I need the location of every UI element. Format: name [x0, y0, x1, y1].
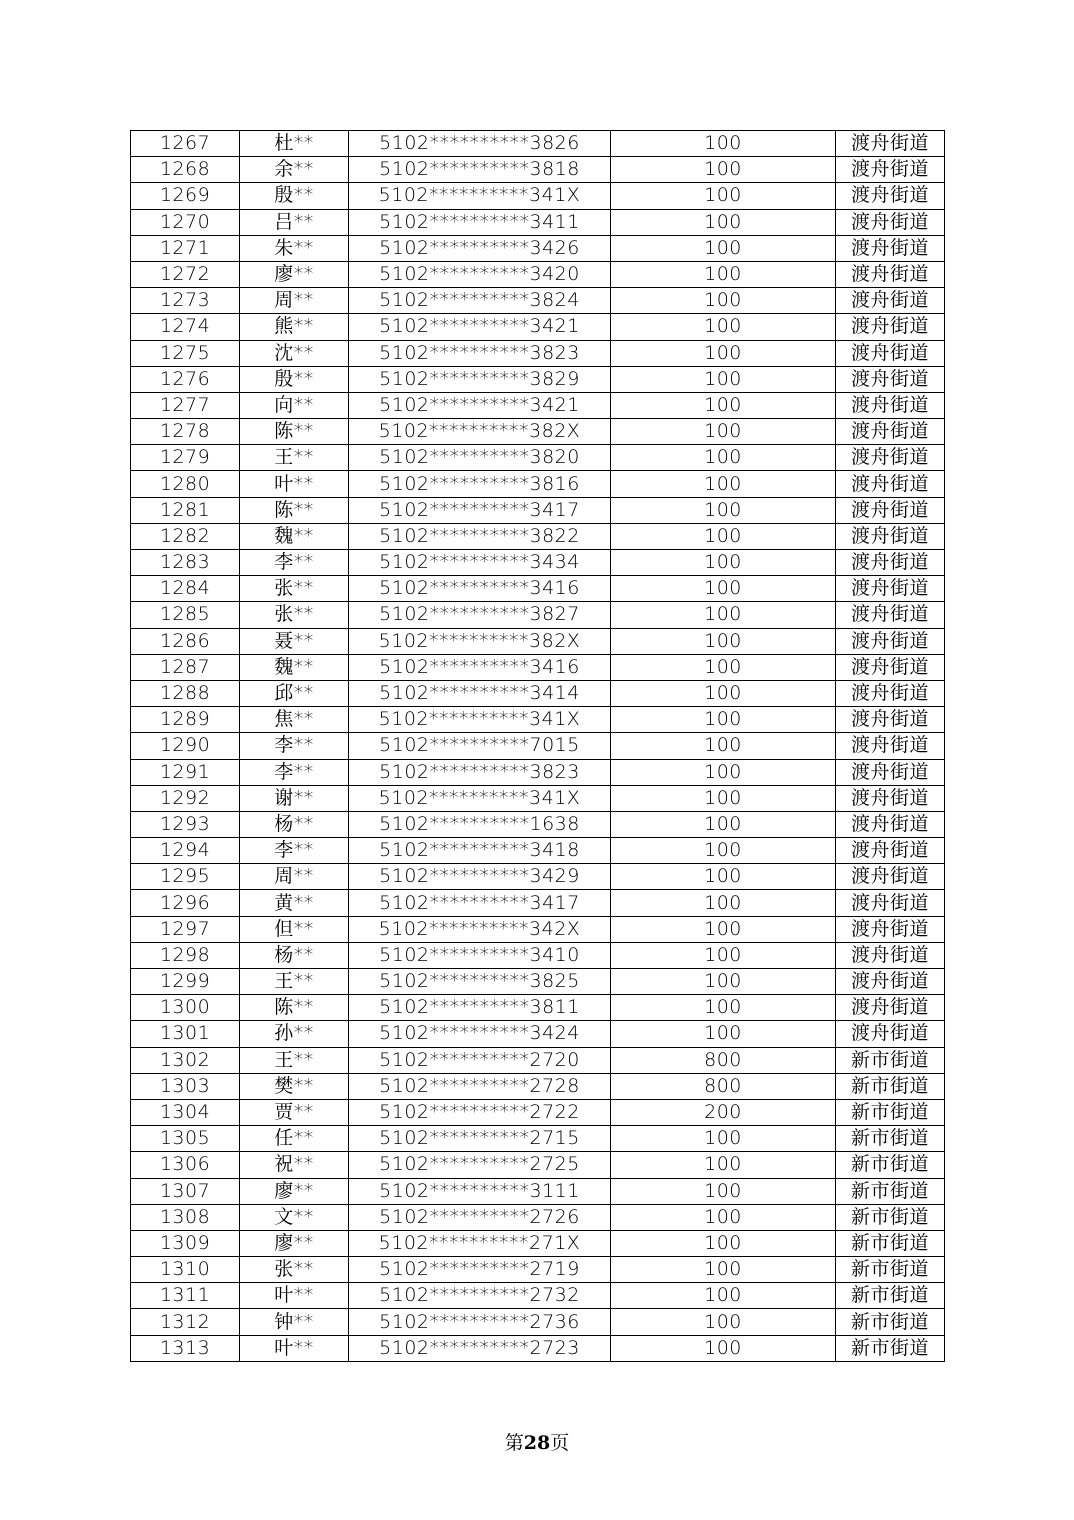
street-cell: 渡舟街道 [836, 340, 945, 366]
table-row [131, 445, 945, 471]
table-row [131, 288, 945, 314]
street-cell: 渡舟街道 [836, 680, 945, 706]
street-cell: 渡舟街道 [836, 995, 945, 1021]
name-cell: 殷** [240, 183, 349, 209]
id-number-cell: 5102**********3823 [349, 759, 611, 785]
street-cell: 新市街道 [836, 1204, 945, 1230]
row-index-cell: 1312 [131, 1309, 240, 1335]
id-number-cell: 5102**********2715 [349, 1126, 611, 1152]
table-row [131, 890, 945, 916]
street-cell: 渡舟街道 [836, 654, 945, 680]
amount-cell: 100 [611, 838, 836, 864]
street-cell: 渡舟街道 [836, 811, 945, 837]
table-row [131, 550, 945, 576]
amount-cell: 100 [611, 864, 836, 890]
street-cell: 渡舟街道 [836, 288, 945, 314]
name-cell: 吕** [240, 209, 349, 235]
table-row [131, 1204, 945, 1230]
id-number-cell: 5102**********3411 [349, 209, 611, 235]
table-row [131, 340, 945, 366]
name-cell: 叶** [240, 1335, 349, 1361]
amount-cell: 100 [611, 550, 836, 576]
row-index-cell: 1292 [131, 785, 240, 811]
street-cell: 渡舟街道 [836, 157, 945, 183]
table-row [131, 1126, 945, 1152]
table-row [131, 523, 945, 549]
table-row [131, 1021, 945, 1047]
id-number-cell: 5102**********2732 [349, 1283, 611, 1309]
table-row [131, 995, 945, 1021]
name-cell: 焦** [240, 707, 349, 733]
row-index-cell: 1295 [131, 864, 240, 890]
street-cell: 新市街道 [836, 1283, 945, 1309]
id-number-cell: 5102**********3818 [349, 157, 611, 183]
name-cell: 周** [240, 864, 349, 890]
name-cell: 李** [240, 733, 349, 759]
row-index-cell: 1307 [131, 1178, 240, 1204]
row-index-cell: 1300 [131, 995, 240, 1021]
table-body [131, 131, 945, 1362]
row-index-cell: 1306 [131, 1152, 240, 1178]
amount-cell: 100 [611, 942, 836, 968]
street-cell: 新市街道 [836, 1309, 945, 1335]
table-row [131, 785, 945, 811]
name-cell: 文** [240, 1204, 349, 1230]
data-table [130, 130, 945, 1362]
amount-cell: 100 [611, 392, 836, 418]
id-number-cell: 5102**********3421 [349, 392, 611, 418]
name-cell: 任** [240, 1126, 349, 1152]
row-index-cell: 1268 [131, 157, 240, 183]
street-cell: 渡舟街道 [836, 261, 945, 287]
name-cell: 李** [240, 550, 349, 576]
name-cell: 张** [240, 1257, 349, 1283]
amount-cell: 100 [611, 1230, 836, 1256]
page-label-prefix: 第 [504, 1432, 524, 1454]
id-number-cell: 5102**********2720 [349, 1047, 611, 1073]
name-cell: 贾** [240, 1099, 349, 1125]
table-row [131, 261, 945, 287]
name-cell: 孙** [240, 1021, 349, 1047]
id-number-cell: 5102**********2726 [349, 1204, 611, 1230]
table-row [131, 1178, 945, 1204]
id-number-cell: 5102**********3825 [349, 969, 611, 995]
table-row [131, 864, 945, 890]
table-row [131, 628, 945, 654]
street-cell: 新市街道 [836, 1073, 945, 1099]
name-cell: 王** [240, 445, 349, 471]
table-row [131, 811, 945, 837]
row-index-cell: 1301 [131, 1021, 240, 1047]
row-index-cell: 1274 [131, 314, 240, 340]
row-index-cell: 1305 [131, 1126, 240, 1152]
table-row [131, 1230, 945, 1256]
street-cell: 渡舟街道 [836, 916, 945, 942]
name-cell: 陈** [240, 995, 349, 1021]
amount-cell: 100 [611, 811, 836, 837]
street-cell: 新市街道 [836, 1152, 945, 1178]
name-cell: 叶** [240, 471, 349, 497]
street-cell: 渡舟街道 [836, 183, 945, 209]
table-row [131, 969, 945, 995]
amount-cell: 200 [611, 1099, 836, 1125]
id-number-cell: 5102**********382X [349, 628, 611, 654]
page-label-suffix: 页 [550, 1432, 570, 1454]
amount-cell: 100 [611, 654, 836, 680]
row-index-cell: 1287 [131, 654, 240, 680]
table-row [131, 707, 945, 733]
amount-cell: 100 [611, 131, 836, 157]
id-number-cell: 5102**********341X [349, 183, 611, 209]
table-row [131, 1309, 945, 1335]
id-number-cell: 5102**********2725 [349, 1152, 611, 1178]
row-index-cell: 1293 [131, 811, 240, 837]
row-index-cell: 1304 [131, 1099, 240, 1125]
id-number-cell: 5102**********3111 [349, 1178, 611, 1204]
table-row [131, 235, 945, 261]
name-cell: 向** [240, 392, 349, 418]
row-index-cell: 1277 [131, 392, 240, 418]
name-cell: 廖** [240, 1230, 349, 1256]
name-cell: 陈** [240, 497, 349, 523]
street-cell: 新市街道 [836, 1126, 945, 1152]
id-number-cell: 5102**********3429 [349, 864, 611, 890]
row-index-cell: 1288 [131, 680, 240, 706]
amount-cell: 100 [611, 183, 836, 209]
id-number-cell: 5102**********3824 [349, 288, 611, 314]
name-cell: 谢** [240, 785, 349, 811]
row-index-cell: 1267 [131, 131, 240, 157]
name-cell: 杨** [240, 942, 349, 968]
street-cell: 渡舟街道 [836, 314, 945, 340]
amount-cell: 100 [611, 445, 836, 471]
row-index-cell: 1275 [131, 340, 240, 366]
street-cell: 渡舟街道 [836, 576, 945, 602]
page-footer [0, 1428, 1074, 1455]
street-cell: 渡舟街道 [836, 419, 945, 445]
table-row [131, 916, 945, 942]
id-number-cell: 5102**********3417 [349, 497, 611, 523]
name-cell: 廖** [240, 261, 349, 287]
row-index-cell: 1280 [131, 471, 240, 497]
row-index-cell: 1270 [131, 209, 240, 235]
id-number-cell: 5102**********3424 [349, 1021, 611, 1047]
name-cell: 魏** [240, 654, 349, 680]
street-cell: 渡舟街道 [836, 523, 945, 549]
table-row [131, 1257, 945, 1283]
row-index-cell: 1290 [131, 733, 240, 759]
table-row [131, 576, 945, 602]
amount-cell: 100 [611, 759, 836, 785]
table-row [131, 366, 945, 392]
name-cell: 廖** [240, 1178, 349, 1204]
id-number-cell: 5102**********3420 [349, 261, 611, 287]
amount-cell: 100 [611, 471, 836, 497]
amount-cell: 100 [611, 733, 836, 759]
row-index-cell: 1269 [131, 183, 240, 209]
name-cell: 王** [240, 969, 349, 995]
id-number-cell: 5102**********2728 [349, 1073, 611, 1099]
id-number-cell: 5102**********3418 [349, 838, 611, 864]
name-cell: 黄** [240, 890, 349, 916]
amount-cell: 100 [611, 576, 836, 602]
amount-cell: 100 [611, 1126, 836, 1152]
amount-cell: 100 [611, 314, 836, 340]
id-number-cell: 5102**********3826 [349, 131, 611, 157]
amount-cell: 100 [611, 1283, 836, 1309]
name-cell: 周** [240, 288, 349, 314]
street-cell: 渡舟街道 [836, 392, 945, 418]
amount-cell: 100 [611, 209, 836, 235]
name-cell: 但** [240, 916, 349, 942]
id-number-cell: 5102**********341X [349, 785, 611, 811]
street-cell: 渡舟街道 [836, 602, 945, 628]
amount-cell: 100 [611, 890, 836, 916]
table-row [131, 680, 945, 706]
row-index-cell: 1296 [131, 890, 240, 916]
id-number-cell: 5102**********3822 [349, 523, 611, 549]
id-number-cell: 5102**********3816 [349, 471, 611, 497]
id-number-cell: 5102**********3829 [349, 366, 611, 392]
table-row [131, 392, 945, 418]
id-number-cell: 5102**********3414 [349, 680, 611, 706]
street-cell: 渡舟街道 [836, 445, 945, 471]
amount-cell: 100 [611, 340, 836, 366]
id-number-cell: 5102**********3434 [349, 550, 611, 576]
street-cell: 新市街道 [836, 1335, 945, 1361]
name-cell: 叶** [240, 1283, 349, 1309]
id-number-cell: 5102**********3421 [349, 314, 611, 340]
street-cell: 渡舟街道 [836, 366, 945, 392]
street-cell: 渡舟街道 [836, 131, 945, 157]
table-row [131, 1047, 945, 1073]
street-cell: 渡舟街道 [836, 838, 945, 864]
row-index-cell: 1271 [131, 235, 240, 261]
row-index-cell: 1289 [131, 707, 240, 733]
street-cell: 渡舟街道 [836, 942, 945, 968]
amount-cell: 100 [611, 523, 836, 549]
name-cell: 殷** [240, 366, 349, 392]
amount-cell: 100 [611, 157, 836, 183]
table-row [131, 497, 945, 523]
amount-cell: 100 [611, 785, 836, 811]
amount-cell: 100 [611, 1178, 836, 1204]
street-cell: 渡舟街道 [836, 759, 945, 785]
street-cell: 渡舟街道 [836, 969, 945, 995]
amount-cell: 100 [611, 916, 836, 942]
id-number-cell: 5102**********3416 [349, 576, 611, 602]
table-row [131, 1073, 945, 1099]
name-cell: 陈** [240, 419, 349, 445]
row-index-cell: 1309 [131, 1230, 240, 1256]
amount-cell: 100 [611, 969, 836, 995]
table-row [131, 1152, 945, 1178]
id-number-cell: 5102**********3416 [349, 654, 611, 680]
table-row [131, 1335, 945, 1361]
row-index-cell: 1281 [131, 497, 240, 523]
name-cell: 樊** [240, 1073, 349, 1099]
amount-cell: 100 [611, 1021, 836, 1047]
amount-cell: 800 [611, 1073, 836, 1099]
row-index-cell: 1308 [131, 1204, 240, 1230]
row-index-cell: 1303 [131, 1073, 240, 1099]
amount-cell: 100 [611, 1309, 836, 1335]
street-cell: 渡舟街道 [836, 707, 945, 733]
table-row [131, 157, 945, 183]
id-number-cell: 5102**********3820 [349, 445, 611, 471]
street-cell: 新市街道 [836, 1257, 945, 1283]
table-row [131, 1283, 945, 1309]
id-number-cell: 5102**********2723 [349, 1335, 611, 1361]
street-cell: 渡舟街道 [836, 785, 945, 811]
street-cell: 渡舟街道 [836, 890, 945, 916]
table-row [131, 314, 945, 340]
amount-cell: 100 [611, 1152, 836, 1178]
id-number-cell: 5102**********271X [349, 1230, 611, 1256]
name-cell: 杜** [240, 131, 349, 157]
id-number-cell: 5102**********341X [349, 707, 611, 733]
street-cell: 新市街道 [836, 1099, 945, 1125]
row-index-cell: 1273 [131, 288, 240, 314]
street-cell: 渡舟街道 [836, 497, 945, 523]
name-cell: 余** [240, 157, 349, 183]
name-cell: 王** [240, 1047, 349, 1073]
id-number-cell: 5102**********3827 [349, 602, 611, 628]
amount-cell: 100 [611, 707, 836, 733]
id-number-cell: 5102**********1638 [349, 811, 611, 837]
street-cell: 新市街道 [836, 1230, 945, 1256]
row-index-cell: 1297 [131, 916, 240, 942]
row-index-cell: 1283 [131, 550, 240, 576]
street-cell: 渡舟街道 [836, 209, 945, 235]
amount-cell: 100 [611, 1335, 836, 1361]
street-cell: 渡舟街道 [836, 471, 945, 497]
amount-cell: 100 [611, 235, 836, 261]
id-number-cell: 5102**********382X [349, 419, 611, 445]
street-cell: 新市街道 [836, 1047, 945, 1073]
name-cell: 熊** [240, 314, 349, 340]
street-cell: 渡舟街道 [836, 550, 945, 576]
name-cell: 聂** [240, 628, 349, 654]
name-cell: 李** [240, 838, 349, 864]
table-row [131, 942, 945, 968]
table-row [131, 183, 945, 209]
name-cell: 杨** [240, 811, 349, 837]
table-row [131, 838, 945, 864]
id-number-cell: 5102**********342X [349, 916, 611, 942]
id-number-cell: 5102**********3426 [349, 235, 611, 261]
name-cell: 邱** [240, 680, 349, 706]
amount-cell: 100 [611, 261, 836, 287]
row-index-cell: 1299 [131, 969, 240, 995]
table-row [131, 602, 945, 628]
id-number-cell: 5102**********3811 [349, 995, 611, 1021]
table-row [131, 209, 945, 235]
street-cell: 新市街道 [836, 1178, 945, 1204]
amount-cell: 800 [611, 1047, 836, 1073]
id-number-cell: 5102**********2736 [349, 1309, 611, 1335]
amount-cell: 100 [611, 366, 836, 392]
id-number-cell: 5102**********3417 [349, 890, 611, 916]
table-row [131, 419, 945, 445]
id-number-cell: 5102**********3823 [349, 340, 611, 366]
row-index-cell: 1284 [131, 576, 240, 602]
name-cell: 张** [240, 602, 349, 628]
id-number-cell: 5102**********3410 [349, 942, 611, 968]
name-cell: 祝** [240, 1152, 349, 1178]
amount-cell: 100 [611, 680, 836, 706]
row-index-cell: 1286 [131, 628, 240, 654]
name-cell: 张** [240, 576, 349, 602]
name-cell: 钟** [240, 1309, 349, 1335]
table-row [131, 654, 945, 680]
amount-cell: 100 [611, 497, 836, 523]
name-cell: 沈** [240, 340, 349, 366]
table-row [131, 733, 945, 759]
id-number-cell: 5102**********2722 [349, 1099, 611, 1125]
amount-cell: 100 [611, 628, 836, 654]
amount-cell: 100 [611, 419, 836, 445]
row-index-cell: 1285 [131, 602, 240, 628]
table-row [131, 759, 945, 785]
name-cell: 李** [240, 759, 349, 785]
name-cell: 魏** [240, 523, 349, 549]
row-index-cell: 1276 [131, 366, 240, 392]
row-index-cell: 1311 [131, 1283, 240, 1309]
amount-cell: 100 [611, 1204, 836, 1230]
name-cell: 朱** [240, 235, 349, 261]
amount-cell: 100 [611, 995, 836, 1021]
amount-cell: 100 [611, 288, 836, 314]
row-index-cell: 1298 [131, 942, 240, 968]
street-cell: 渡舟街道 [836, 864, 945, 890]
row-index-cell: 1272 [131, 261, 240, 287]
street-cell: 渡舟街道 [836, 733, 945, 759]
row-index-cell: 1310 [131, 1257, 240, 1283]
amount-cell: 100 [611, 1257, 836, 1283]
row-index-cell: 1279 [131, 445, 240, 471]
street-cell: 渡舟街道 [836, 235, 945, 261]
page-number: 28 [523, 1432, 551, 1454]
table-row [131, 1099, 945, 1125]
id-number-cell: 5102**********7015 [349, 733, 611, 759]
street-cell: 渡舟街道 [836, 628, 945, 654]
table-row [131, 131, 945, 157]
amount-cell: 100 [611, 602, 836, 628]
row-index-cell: 1282 [131, 523, 240, 549]
table-row [131, 471, 945, 497]
row-index-cell: 1291 [131, 759, 240, 785]
id-number-cell: 5102**********2719 [349, 1257, 611, 1283]
row-index-cell: 1302 [131, 1047, 240, 1073]
row-index-cell: 1278 [131, 419, 240, 445]
row-index-cell: 1313 [131, 1335, 240, 1361]
row-index-cell: 1294 [131, 838, 240, 864]
street-cell: 渡舟街道 [836, 1021, 945, 1047]
